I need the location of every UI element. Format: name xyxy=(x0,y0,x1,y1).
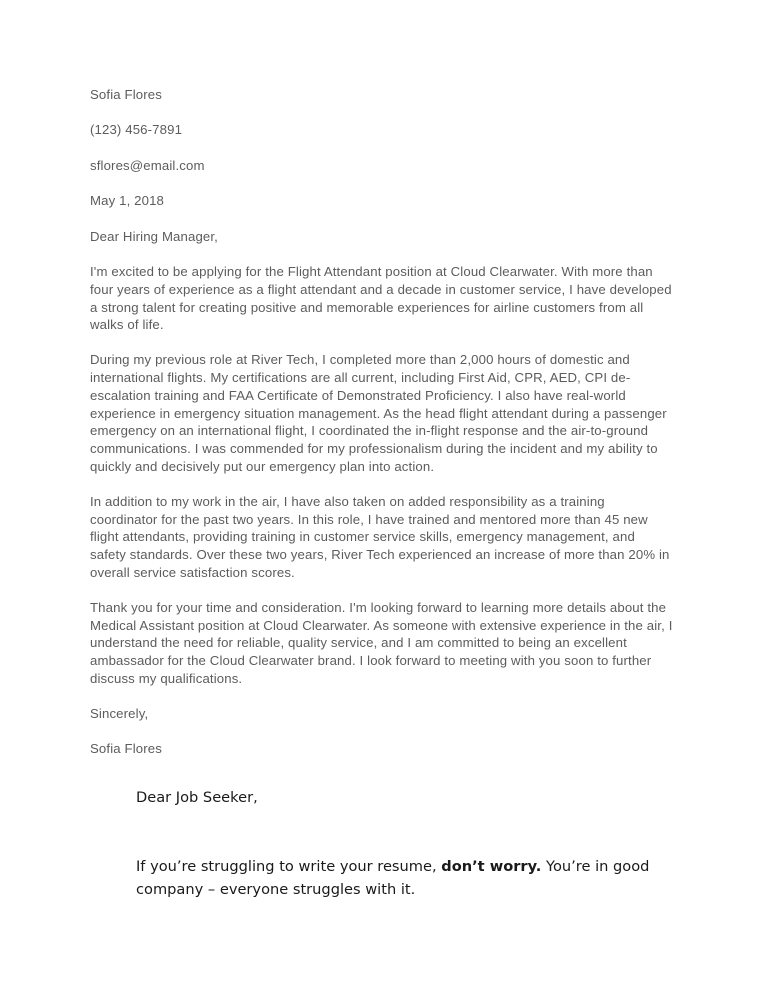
job-seeker-note xyxy=(136,786,656,902)
sender-email: sflores@email.com xyxy=(90,157,205,173)
note-body-text-after: You’re in good company – everyone struggles with it. xyxy=(136,857,650,898)
letter-paragraph-2: During my previous role at River Tech, I completed more than 2,000 hours of domestic and international flights. My certifications are all current, including First Aid, CPR, AED, CPI de-escalation training and FAA Certificate of Demonstrated Proficiency. I also have real-world experience in emergency situation management. As the head flight attendant during a passenger emergency on an international flight, I coordinated the in-flight response and the air-to-ground communications. I was commended for my professionalism during the incident and my ability to quickly and decisively put our emergency plan into action. xyxy=(90,352,667,474)
letter-salutation: Dear Hiring Manager, xyxy=(90,228,218,244)
letter-closing: Sincerely, xyxy=(90,705,149,721)
letter-paragraph-1: I'm excited to be applying for the Flight Attendant position at Cloud Clearwater. With more than four years of experience as a flight attendant and a decade in customer service, I have developed a strong talent for creating positive and memorable experiences for airline customers from all walks of life. xyxy=(90,263,672,333)
sender-name: Sofia Flores xyxy=(90,87,162,102)
note-body xyxy=(136,855,656,902)
note-greeting: Dear Job Seeker, xyxy=(136,789,258,806)
note-body-text-before: If you’re struggling to write your resume, xyxy=(136,857,442,875)
cover-letter-document xyxy=(90,86,674,775)
letter-date: May 1, 2018 xyxy=(90,193,165,209)
letter-paragraph-3: In addition to my work in the air, I have also taken on added responsibility as a training coordinator for the past two years. In this role, I have trained and mentored more than 45 new flight attendants, providing training in customer service skills, emergency management, and safety standards. Over these two years, River Tech experienced an increase of more than 20% in overall service satisfaction scores. xyxy=(90,493,670,580)
note-body-emphasis: don’t worry. xyxy=(441,857,542,875)
letter-signature: Sofia Flores xyxy=(90,741,162,757)
letter-paragraph-4: Thank you for your time and consideration. I'm looking forward to learning more details about the Medical Assistant position at Cloud Clearwater. As someone with extensive experience in the air, I understand the need for reliable, quality service, and I am committed to being an excellent ambassador for the Cloud Clearwater brand. I look forward to meeting with you soon to further discuss my qualifications. xyxy=(90,599,673,686)
sender-phone: (123) 456-7891 xyxy=(90,122,183,138)
